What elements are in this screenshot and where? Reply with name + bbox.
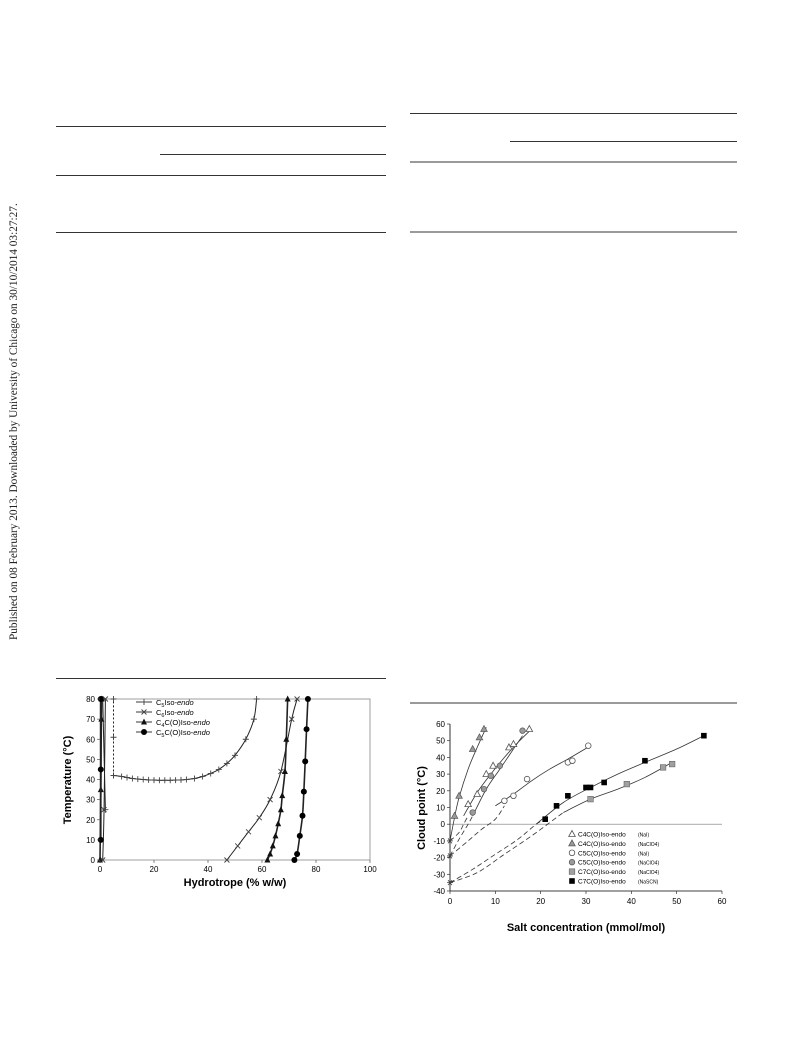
chart2-legend-salt: (NaSCN): [638, 879, 659, 886]
download-notice: [8, 200, 22, 640]
chart1-point-8-3: [300, 813, 306, 819]
chart1-y-tick-label: 40: [86, 775, 95, 785]
chart2-point-4-1: [554, 803, 560, 809]
chart2-fit-curve-10: [450, 813, 563, 883]
chart2-point-1-6: [526, 726, 533, 732]
chart2-x-tick-label: 20: [536, 897, 546, 906]
chart1-point-4-2: [246, 829, 251, 834]
chart1-point-6-9: [285, 696, 291, 702]
chart1-point-2-1: [119, 773, 125, 779]
chart2-point-4-5: [601, 780, 607, 786]
chart2-point-2-4: [520, 728, 526, 734]
chart2-point-1-5: [510, 741, 517, 747]
chart2-legend-salt: (NaClO4): [638, 841, 660, 848]
chart2-x-tick-label: 50: [672, 897, 682, 906]
chart2-y-axis-label: Cloud point (°C): [416, 766, 428, 850]
chart2-fit-curve-8: [450, 806, 504, 856]
chart1-point-2-21: [251, 716, 257, 722]
chart2-legend-salt: (NaClO4): [638, 870, 660, 877]
chart1-point-4-4: [268, 797, 273, 802]
chart1-point-2-9: [162, 777, 168, 783]
chart1-point-6-3: [273, 832, 279, 838]
chart2-legend-marker: [569, 850, 575, 856]
chart2-y-tick-label: -30: [433, 870, 445, 880]
chart2-point-4-6: [642, 758, 648, 764]
chart1-x-tick-label: 80: [311, 865, 321, 874]
chart1-point-1-1: [111, 734, 117, 740]
chart1-y-tick-label: 70: [86, 715, 95, 725]
chart2-legend-label: C7C(O)Iso-endo: [578, 869, 626, 877]
chart2-legend-label: C4C(O)Iso-endo: [578, 840, 626, 848]
chart1-point-8-7: [305, 696, 311, 702]
chart1-legend-marker: [141, 699, 147, 705]
chart2-point-0-0: [451, 812, 458, 818]
chart1-point-6-5: [278, 806, 284, 812]
chart2-y-tick-label: 40: [436, 753, 445, 763]
chart1-legend-label: $C_5C(O)Iso$-endo: [156, 728, 210, 739]
chart1-y-tick-label: 80: [86, 695, 95, 704]
chart1-point-8-6: [304, 726, 310, 732]
right-table-header-rule: [410, 161, 737, 163]
chart1-y-tick-label: 0: [90, 856, 95, 865]
chart1-point-2-8: [156, 777, 162, 783]
chart1-point-0-0: [102, 807, 108, 813]
chart1-point-2-2: [124, 774, 130, 780]
chart2-legend-label: C7C(O)Iso-endo: [578, 878, 626, 886]
chart2-legend-label: C5C(O)Iso-endo: [578, 859, 626, 867]
chart2-y-tick-label: 50: [436, 736, 445, 746]
chart1-point-2-7: [151, 777, 157, 783]
chart1-point-6-2: [270, 842, 276, 848]
chart1-legend-label: $C_5Iso$-endo: [156, 698, 194, 709]
chart2-point-4-0: [542, 816, 548, 822]
chart1-point-2-17: [216, 766, 222, 772]
chart1-legend-label: $C_6Iso$-endo: [156, 708, 194, 719]
chart1-y-tick-label: 30: [86, 795, 95, 805]
chart1-point-2-0: [111, 772, 117, 778]
chart2-point-3-4: [570, 758, 576, 764]
download-notice-text: Published on 08 February 2013. Downloaded by University of Chicago on 30/10/2014 03:27:27.: [8, 203, 20, 640]
chart1-point-6-4: [275, 820, 281, 826]
chart2-x-axis-label: Salt concentration (mmol/mol): [506, 922, 666, 934]
chart2-legend-marker: [569, 831, 576, 837]
chart2-legend-marker: [569, 869, 575, 875]
chart2-x-tick-label: 10: [490, 897, 500, 906]
right-table-sub-rule: [510, 141, 737, 142]
chart2-legend-salt: (NaI): [638, 832, 650, 839]
chart2-point-0-1: [456, 792, 463, 798]
chart1-point-8-5: [302, 758, 308, 764]
chart2-point-0-2: [469, 746, 476, 752]
chart2-legend-salt: (NaClO4): [638, 860, 660, 867]
chart2-legend-label: C4C(O)Iso-endo: [578, 831, 626, 839]
chart2-point-2-1: [481, 786, 487, 792]
chart2-y-tick-label: 60: [436, 720, 445, 729]
chart1-legend-marker: [141, 729, 147, 735]
chart2-y-tick-label: 30: [436, 770, 445, 780]
cloud-point-chart: [412, 716, 737, 938]
chart2-point-0-4: [481, 726, 488, 732]
chart1-point-8-2: [297, 833, 303, 839]
left-table-header-rule: [56, 175, 386, 176]
chart1-series-line-6: [267, 699, 287, 860]
chart2-point-4-7: [701, 733, 707, 739]
chart2-y-tick-label: 10: [436, 803, 445, 813]
chart1-point-4-1: [235, 843, 240, 848]
chart1-point-8-1: [294, 851, 300, 857]
chart2-x-tick-label: 60: [717, 897, 727, 906]
chart2-legend-marker: [569, 878, 575, 884]
chart2-point-4-2: [565, 793, 571, 799]
chart2-point-5-0: [588, 796, 594, 802]
chart2-fit-curve-2: [473, 736, 523, 816]
chart1-y-axis-label: Temperature (°C): [62, 735, 74, 825]
chart1-point-2-16: [208, 770, 214, 776]
chart2-point-2-3: [497, 763, 503, 769]
phase-diagram-chart: [56, 688, 386, 894]
chart1-point-2-20: [243, 736, 249, 742]
chart1-y-tick-label: 10: [86, 835, 95, 845]
right-table-top-rule: [410, 113, 737, 114]
chart1-point-8-4: [301, 789, 307, 795]
chart1-y-tick-label: 50: [86, 755, 95, 765]
chart2-point-3-1: [511, 793, 517, 799]
chart1-legend-marker: [141, 719, 147, 725]
chart1-x-tick-label: 20: [149, 865, 159, 874]
chart1-point-2-13: [183, 777, 189, 783]
chart1-point-2-4: [135, 776, 141, 782]
right-figure-top-rule: [410, 702, 737, 704]
chart1-point-2-15: [200, 773, 206, 779]
chart2-point-5-1: [624, 781, 630, 787]
chart1-point-4-3: [257, 815, 262, 820]
chart2-y-tick-label: -40: [433, 887, 445, 896]
chart1-x-tick-label: 100: [363, 865, 377, 874]
chart2-y-tick-label: -20: [433, 853, 445, 863]
chart2-point-5-2: [660, 765, 666, 771]
chart2-fit-curve-4: [536, 736, 704, 825]
chart2-point-3-0: [502, 798, 508, 804]
chart1-point-2-6: [146, 777, 152, 783]
chart2-point-3-2: [524, 776, 530, 782]
chart1-y-tick-label: 60: [86, 735, 95, 745]
chart1-x-tick-label: 0: [97, 865, 103, 874]
chart2-point-4-4: [588, 785, 594, 791]
chart1-point-1-2: [111, 696, 117, 702]
chart2-x-tick-label: 0: [447, 897, 453, 906]
chart1-point-6-0: [264, 857, 270, 863]
chart2-x-tick-label: 30: [581, 897, 591, 906]
chart2-point-1-3: [490, 762, 497, 768]
left-table-sub-rule: [160, 154, 386, 155]
chart1-point-8-0: [291, 857, 297, 863]
chart1-y-tick-label: 20: [86, 815, 95, 825]
chart2-y-tick-label: 20: [436, 786, 445, 796]
chart1-x-tick-label: 40: [203, 865, 213, 874]
chart2-fit-curve-5: [563, 762, 672, 812]
chart1-x-tick-label: 60: [257, 865, 267, 874]
chart2-y-tick-label: 0: [440, 820, 445, 830]
chart1-point-2-12: [178, 777, 184, 783]
chart1-point-2-22: [254, 696, 260, 702]
chart1-x-axis-label: Hydrotrope (% w/w): [183, 877, 287, 889]
chart1-point-2-14: [192, 775, 198, 781]
chart1-point-2-3: [129, 775, 135, 781]
left-figure-top-rule: [56, 678, 386, 679]
chart1-point-6-6: [279, 792, 285, 798]
chart2-legend-label: C5C(O)Iso-endo: [578, 850, 626, 858]
chart1-point-6-1: [267, 850, 273, 856]
chart2-x-tick-label: 40: [626, 897, 636, 906]
chart1-point-6-7: [282, 768, 288, 774]
chart2-point-2-0: [470, 810, 476, 816]
chart2-legend-marker: [569, 840, 576, 846]
chart1-point-2-10: [167, 777, 173, 783]
chart2-fit-curve-9: [450, 819, 545, 882]
chart2-point-3-5: [585, 743, 591, 749]
chart2-legend-marker: [569, 859, 575, 865]
chart2-point-5-3: [669, 761, 675, 767]
left-table-bottom-rule: [56, 232, 386, 233]
chart1-point-2-5: [140, 777, 146, 783]
right-table-bottom-rule: [410, 231, 737, 233]
chart2-point-1-1: [474, 791, 481, 797]
chart1-point-2-11: [173, 777, 179, 783]
chart1-legend-label: $C_4C(O)Iso$-endo: [156, 718, 210, 729]
chart1-point-7-1: [98, 766, 104, 772]
left-table-top-rule: [56, 126, 386, 127]
chart2-legend-salt: (NaI): [638, 851, 650, 858]
chart2-y-tick-label: -10: [433, 836, 445, 846]
chart2-point-2-2: [488, 773, 494, 779]
